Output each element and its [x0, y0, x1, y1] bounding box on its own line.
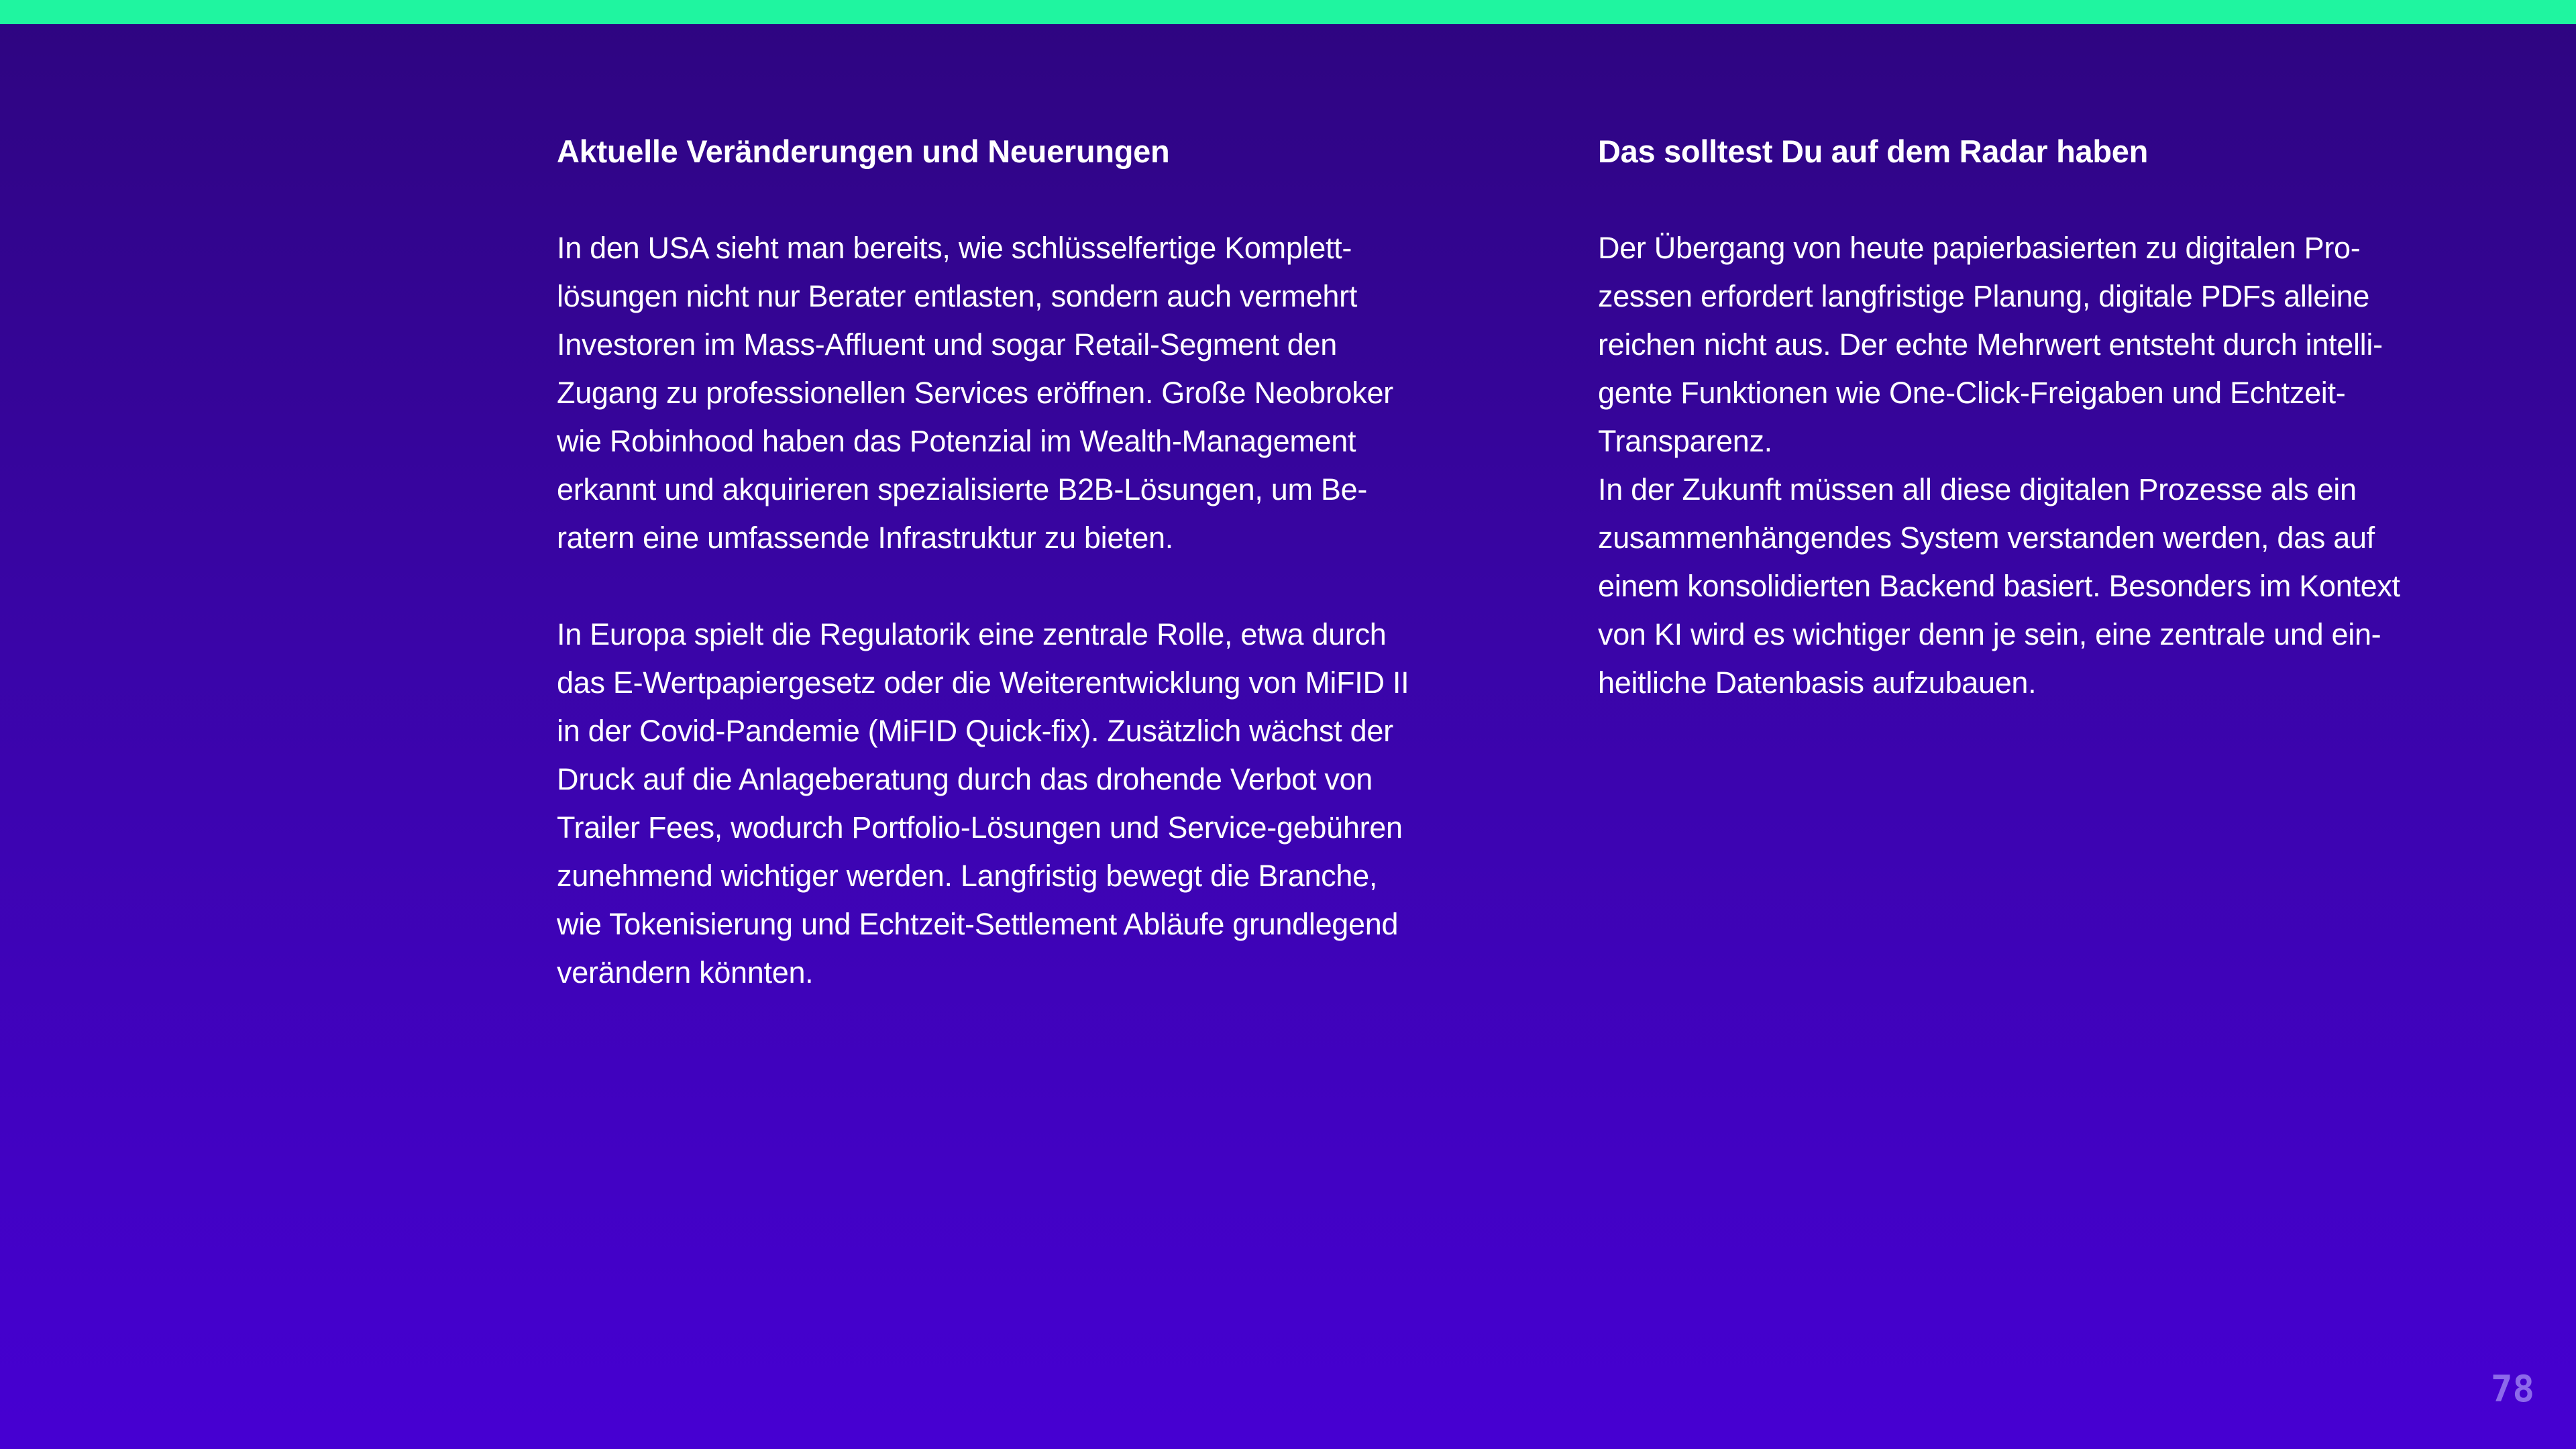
right-paragraph-2: In der Zukunft müssen all diese digitalen Prozesse als ein zusammenhängendes System verstanden werden, das auf einem konsolidierten Backend basiert. Besonders im Kontext von KI wird es wichtiger denn je sein, eine zentrale und ein- heitliche Datenbasis aufzubauen.: [1598, 472, 2400, 700]
accent-top-bar: [0, 0, 2576, 24]
left-paragraph-2: In Europa spielt die Regulatorik eine zentrale Rolle, etwa durch das E-Wertpapiergesetz oder die Weiterentwicklung von MiFID II in der Covid-Pandemie (MiFID Quick-fix). Zusätzlich wächst der Druck auf die Anlageberatung durch das drohende Verbot von Trailer Fees, wodurch Portfolio-Lösungen und Service-gebühren zunehmend wichtiger werden. Langfristig bewegt die Branche, wie Tokenisierung und Echtzeit-Settlement Abläufe grundlegend verändern könnten.: [557, 617, 1409, 989]
left-heading: Aktuelle Veränderungen und Neuerungen: [557, 133, 1170, 169]
left-column: [557, 127, 1483, 997]
left-paragraph-1: In den USA sieht man bereits, wie schlüsselfertige Komplett- lösungen nicht nur Berater entlasten, sondern auch vermehrt Investoren im Mass-Affluent und sogar Retail-Segment den Zugang zu professionellen Services eröffnen. Große Neobroker wie Robinhood haben das Potenzial im Wealth-Management erkannt und akquirieren spezialisierte B2B-Lösungen, um Be- ratern eine umfassende Infrastruktur zu bieten.: [557, 231, 1393, 555]
right-column: [1598, 127, 2510, 707]
right-paragraph-1: Der Übergang von heute papierbasierten zu digitalen Pro- zessen erfordert langfristige Planung, digitale PDFs alleine reichen nicht aus. Der echte Mehrwert entsteht durch intelli- gente Funktionen wie One-Click-Freigaben und Echtzeit- Transparenz.: [1598, 231, 2383, 458]
right-heading: Das solltest Du auf dem Radar haben: [1598, 133, 2149, 169]
page-number: 78: [2490, 1368, 2534, 1410]
